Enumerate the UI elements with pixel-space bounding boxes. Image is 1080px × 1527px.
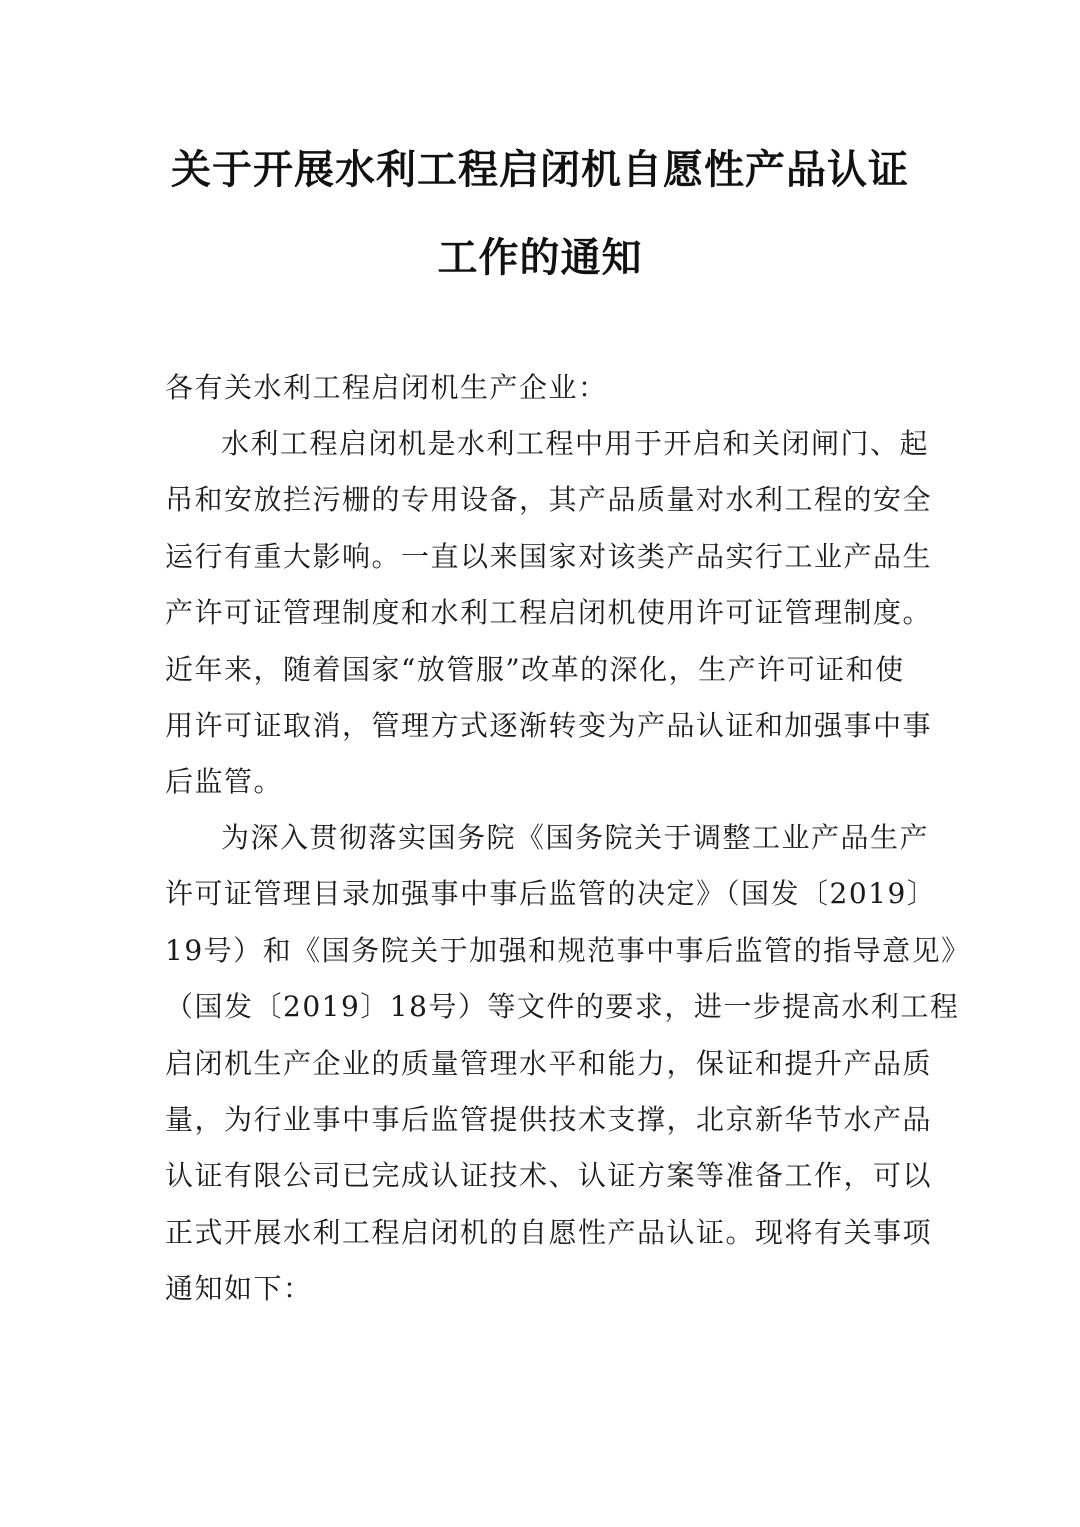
paragraph-line: 后监管。 <box>165 765 284 799</box>
paragraph-line: 为深入贯彻落实国务院《国务院关于调整工业产品生产 <box>221 821 930 854</box>
paragraph-line: （国发〔2019〕18号）等文件的要求，进一步提高水利工程 <box>165 990 960 1024</box>
paragraph-1 <box>165 416 933 811</box>
paragraph-line: 正式开展水利工程启闭机的自愿性产品认证。现将有关事项 <box>165 1215 933 1249</box>
paragraph-line: 近年来，随着国家“放管服”改革的深化，生产许可证和使 <box>165 652 905 686</box>
paragraph-2 <box>165 810 971 1318</box>
paragraph-line: 量，为行业事中事后监管提供技术支撑，北京新华节水产品 <box>165 1103 933 1137</box>
paragraph-line: 认证有限公司已完成认证技术、认证方案等准备工作，可以 <box>165 1159 933 1193</box>
document-title-line-2: 工作的通知 <box>437 235 643 281</box>
document-title-line-1: 关于开展水利工程启闭机自愿性产品认证 <box>171 147 909 193</box>
paragraph-line: 吊和安放拦污栅的专用设备，其产品质量对水利工程的安全 <box>165 483 933 517</box>
paragraph-line: 许可证管理目录加强事中事后监管的决定》（国发〔2019〕 <box>165 877 937 911</box>
paragraph-line: 通知如下： <box>165 1272 313 1306</box>
paragraph-line: 产许可证管理制度和水利工程启闭机使用许可证管理制度。 <box>165 596 933 630</box>
paragraph-line: 19号）和《国务院关于加强和规范事中事后监管的指导意见》 <box>165 933 971 967</box>
paragraph-line: 运行有重大影响。一直以来国家对该类产品实行工业产品生 <box>165 539 933 573</box>
salutation: 各有关水利工程启闭机生产企业： <box>165 371 608 404</box>
paragraph-line: 水利工程启闭机是水利工程中用于开启和关闭闸门、起 <box>221 427 930 460</box>
paragraph-line: 用许可证取消，管理方式逐渐转变为产品认证和加强事中事 <box>165 709 933 743</box>
paragraph-line: 启闭机生产企业的质量管理水平和能力，保证和提升产品质 <box>165 1046 933 1080</box>
